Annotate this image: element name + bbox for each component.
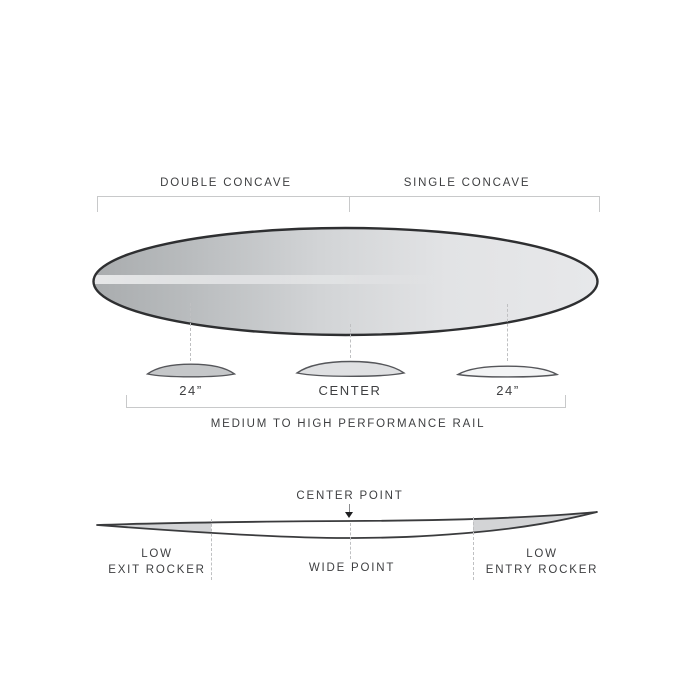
cross-section-label-tail-24: 24” — [179, 383, 203, 398]
double-concave-ridge-stripe — [93, 275, 438, 284]
single-concave-label: SINGLE CONCAVE — [403, 177, 531, 189]
low-exit-rocker-line2: EXIT ROCKER — [108, 563, 206, 576]
exit-rocker-divider-dash — [211, 519, 212, 580]
wide-point-dash — [350, 523, 351, 559]
rail-cross-section-left — [145, 363, 237, 380]
cross-section-label-nose-24: 24” — [496, 383, 520, 398]
bracket-tick-left — [97, 196, 98, 212]
rail-cross-section-right — [455, 365, 560, 380]
double-concave-label: DOUBLE CONCAVE — [160, 177, 292, 189]
center-point-label: CENTER POINT — [296, 490, 404, 502]
wide-point-label: WIDE POINT — [308, 562, 396, 574]
rail-bracket — [126, 407, 566, 408]
low-entry-rocker-label — [486, 547, 599, 578]
low-exit-rocker-line1: LOW — [141, 548, 173, 560]
bracket-tick-right — [599, 196, 600, 212]
rail-performance-label: MEDIUM TO HIGH PERFORMANCE RAIL — [210, 418, 486, 430]
connector-dash-right — [507, 304, 508, 361]
rail-bracket-tick-left — [126, 395, 127, 407]
low-entry-rocker-line1: LOW — [526, 548, 558, 560]
connector-dash-left — [190, 303, 191, 361]
low-entry-rocker-line2: ENTRY ROCKER — [485, 563, 599, 576]
entry-rocker-divider-dash — [473, 517, 474, 580]
rail-cross-section-center — [294, 360, 407, 380]
cross-section-label-center: CENTER — [318, 383, 382, 398]
connector-dash-center — [350, 324, 351, 358]
surfboard-rocker-profile — [96, 507, 601, 541]
surfboard-top-view — [91, 225, 603, 339]
low-exit-rocker-label — [108, 547, 206, 578]
bracket-tick-middle — [349, 196, 350, 212]
rail-bracket-tick-right — [565, 395, 566, 407]
